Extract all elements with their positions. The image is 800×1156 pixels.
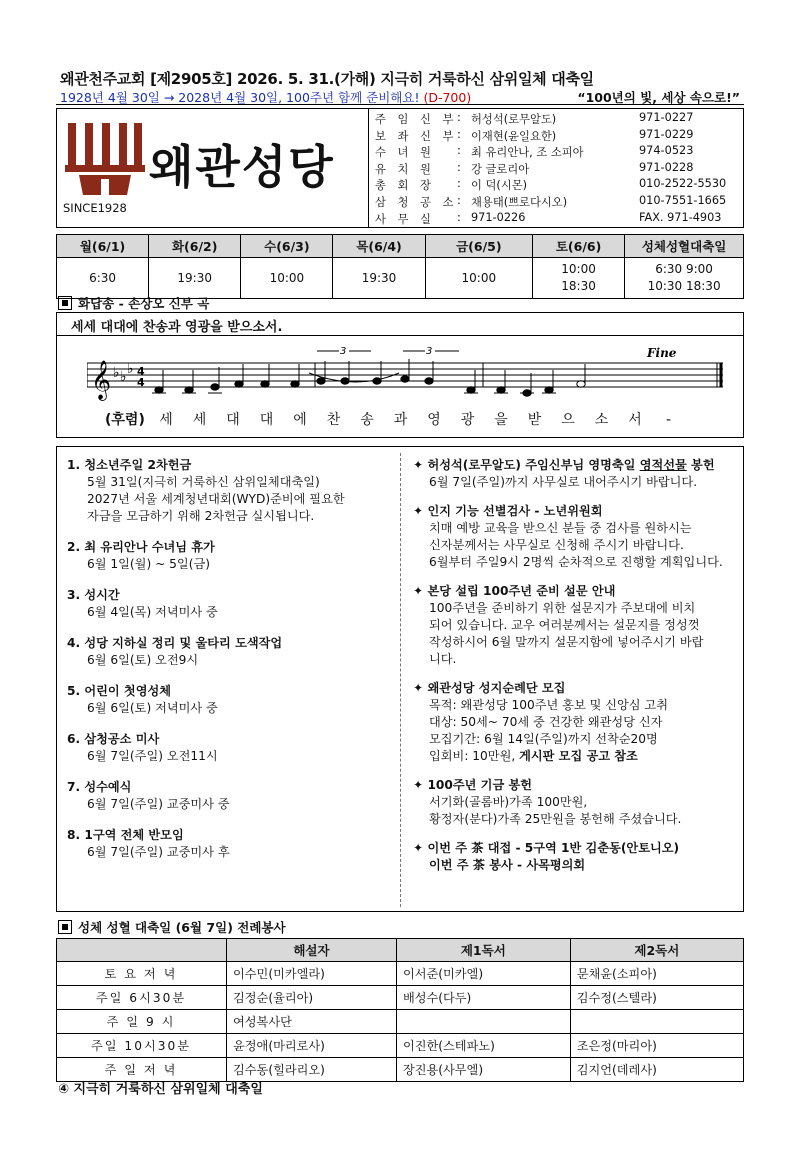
- note-head: [401, 376, 409, 382]
- notice-title: 3. 성시간: [67, 588, 120, 602]
- service-person: [570, 1010, 743, 1034]
- notice-body: [413, 697, 739, 765]
- notice-line: 6월부터 주일9시 2명씩 순차적으로 진행할 계획입니다.: [429, 555, 723, 569]
- service-person: 이진한(스테파노): [396, 1034, 570, 1058]
- notice-item: [413, 457, 739, 491]
- notice-line: 치매 예방 교육을 받으신 분들 중 검사를 원하시는: [429, 521, 692, 535]
- notice-title: ✦ 이번 주 茶 대접 - 5구역 1반 김춘동(안토니오): [413, 841, 680, 855]
- lyric-syllable: 세: [192, 412, 207, 428]
- note-head: [155, 387, 163, 393]
- notice-line: [429, 748, 739, 765]
- lyric-syllable: 으: [561, 412, 575, 428]
- notice-title: 7. 성수예식: [67, 780, 132, 794]
- notice-item: [413, 503, 739, 571]
- notice-body: [67, 474, 392, 525]
- note-head: [467, 387, 475, 393]
- notice-title: 5. 어린이 첫영성체: [67, 684, 172, 698]
- notice-title: 4. 성당 지하실 정리 및 울타리 도색작업: [67, 636, 283, 650]
- service-label: 성체 성혈 대축일 (6월 7일) 전례봉사: [78, 920, 286, 935]
- staff-tel: 971-0227: [639, 111, 694, 124]
- svg-text:♭: ♭: [113, 365, 120, 381]
- notices-left-column: [67, 457, 392, 875]
- note-head: [497, 387, 505, 393]
- service-time: 주일 6시30분: [57, 986, 227, 1010]
- refrain-label: (후렴): [105, 412, 145, 428]
- service-row: [57, 962, 744, 986]
- staff-tel: 974-0523: [639, 144, 694, 158]
- service-section-label: [58, 918, 286, 936]
- music-staff: [87, 343, 727, 405]
- notice-title-text: 봉헌: [686, 458, 715, 472]
- note-head: [545, 387, 553, 393]
- notice-line: 자금을 모금하기 위해 2차헌금 실시됩니다.: [87, 509, 315, 523]
- parish-logo: [57, 109, 369, 227]
- lyric-syllable: 서: [628, 412, 642, 428]
- page-footer: ④ 지극히 거룩하신 삼위일체 대축일: [58, 1082, 263, 1097]
- staff-role: 총 회 장: [375, 179, 435, 193]
- hwadap-section-label: [58, 294, 209, 312]
- bulletin-title: 왜관천주교회 [제2905호] 2026. 5. 31.(가해) 지극히 거룩하신 삼위일체 대축일: [60, 70, 594, 88]
- lyric-syllable: 광: [460, 412, 475, 428]
- notice-line: 2027년 서울 세계청년대회(WYD)준비에 필요한: [87, 492, 345, 506]
- staff-role: 사 무 실: [375, 212, 435, 226]
- schedule-time: 10:00: [425, 258, 532, 299]
- note-head: [261, 381, 269, 387]
- hwadap-label: 화답송 - 손상오 신부 곡: [78, 296, 210, 311]
- notice-title: ✦ 인지 기능 선별검사 - 노년위원회: [413, 504, 603, 518]
- staff-colon: :: [457, 144, 461, 158]
- service-row: [57, 986, 744, 1010]
- staff-role: 삼 청 공 소: [375, 195, 458, 209]
- schedule-time: 19:30: [333, 258, 425, 299]
- notice-body: [413, 857, 739, 874]
- notice-title-underlined: 영적선물: [639, 458, 687, 472]
- note-head: [185, 387, 193, 393]
- notice-body: [413, 520, 739, 571]
- notice-line: 6월 7일(주일) 교중미사 중: [87, 797, 230, 811]
- notice-title: [413, 457, 739, 474]
- notice-line: 6월 1일(월) ~ 5일(금): [87, 557, 210, 571]
- staff-tel: FAX. 971-4903: [639, 210, 722, 224]
- staff-row: [375, 144, 743, 161]
- lyric-syllable: 받: [527, 412, 542, 428]
- service-person: 장진용(사무엘): [396, 1058, 570, 1082]
- staff-name: 이재현(윤일요한): [471, 129, 557, 143]
- schedule-time: 10:00 18:30: [533, 258, 625, 299]
- service-person: 김정순(율리아): [227, 986, 397, 1010]
- notice-line: 대상: 50세~ 70세 중 건강한 왜관성당 신자: [429, 715, 663, 729]
- staff-role: 유 치 원: [375, 162, 435, 176]
- treble-clef-icon: 𝄞: [91, 360, 112, 400]
- staff-role: 주 임 신 부: [375, 113, 458, 126]
- notice-line: 되어 있습니다. 교우 여러분께서는 설문지를 정성껏: [429, 618, 700, 632]
- service-time: 주일 10시30분: [57, 1034, 227, 1058]
- service-person: 이수민(미카엘라): [227, 962, 397, 986]
- notice-line: 목적: 왜관성당 100주년 홍보 및 신앙심 고취: [429, 698, 668, 712]
- staff-colon: :: [457, 160, 461, 174]
- svg-text:4: 4: [137, 376, 145, 389]
- schedule-day: 목(6/4): [333, 235, 425, 258]
- service-row: [57, 1010, 744, 1034]
- notice-body: [413, 794, 739, 828]
- notice-line: 6월 7일(주일)까지 사무실로 내어주시기 바랍니다.: [429, 475, 698, 489]
- notice-line: 6월 4일(목) 저녁미사 중: [87, 605, 218, 619]
- notice-line: 6월 7일(주일) 오전11시: [87, 749, 218, 763]
- service-time: 토 요 저 녁: [57, 962, 227, 986]
- lyrics-line: [105, 409, 685, 429]
- notice-item: [67, 457, 392, 525]
- service-person: 김수정(스텔라): [570, 986, 743, 1010]
- staff-row: [375, 177, 743, 194]
- dday-badge: (D-700): [423, 90, 472, 105]
- staff-row: [375, 211, 743, 228]
- fine-mark: Fine: [647, 346, 677, 360]
- staff-tel: 010-2522-5530: [639, 177, 727, 191]
- square-bullet-icon: [58, 920, 72, 934]
- liturgy-service-table: [56, 938, 744, 1082]
- triplet-mark-2: 3: [426, 346, 433, 357]
- notice-body: [67, 844, 392, 861]
- notice-body: [67, 652, 392, 669]
- notice-line: 6월 7일(주일) 교중미사 후: [87, 845, 230, 859]
- schedule-day: 토(6/6): [533, 235, 625, 258]
- notices-right-column: [413, 457, 739, 886]
- lyric-syllable: 과: [393, 412, 408, 428]
- staff-row: [375, 111, 743, 128]
- schedule-time: 6:30 9:00 10:30 18:30: [625, 258, 744, 299]
- note-head: [235, 381, 243, 387]
- staff-colon: :: [457, 177, 461, 191]
- title-divider: [56, 104, 744, 105]
- church-logo-icon: [65, 123, 145, 197]
- parish-header: [56, 108, 744, 228]
- schedule-day: 화(6/2): [149, 235, 241, 258]
- staff-tel: 971-0228: [639, 160, 694, 174]
- lyric-syllable: 세: [159, 412, 173, 428]
- notice-title: ✦ 왜관성당 성지순례단 모집: [413, 681, 566, 695]
- service-person: 이서준(미카엘): [396, 962, 570, 986]
- staff-colon: :: [457, 111, 461, 124]
- notice-item: [67, 683, 392, 717]
- notice-title: ✦ 본당 설립 100주년 준비 설문 안내: [413, 584, 616, 598]
- staff-name: 971-0226: [471, 210, 526, 224]
- notice-item: [67, 779, 392, 813]
- service-time: 주 일 9 시: [57, 1010, 227, 1034]
- notice-line: 서기화(골롬바)가족 100만원,: [429, 795, 588, 809]
- notice-body: [67, 604, 392, 621]
- service-person: 여성복사단: [227, 1010, 397, 1034]
- service-header: [57, 939, 227, 962]
- lyric-syllable: 대: [226, 412, 240, 428]
- notice-line: 이번 주 茶 봉사 - 사목평의회: [429, 858, 586, 872]
- lyric-syllable: 소: [594, 412, 609, 428]
- notice-line: 6월 6일(토) 오전9시: [87, 653, 199, 667]
- notice-line: 5월 31일(지극히 거룩하신 삼위일체대축일): [87, 475, 320, 489]
- note-head: [211, 384, 219, 390]
- notice-item: [67, 827, 392, 861]
- notice-body: [413, 600, 739, 668]
- notices-divider: [400, 453, 401, 907]
- staff-colon: :: [457, 210, 461, 224]
- notice-title: 2. 최 유리안나 수녀님 휴가: [67, 540, 215, 554]
- staff-row: [375, 161, 743, 178]
- staff-tel: 010-7551-1665: [639, 193, 727, 207]
- staff-colon: :: [457, 127, 461, 141]
- notice-line: 6월 6일(토) 저녁미사 중: [87, 701, 218, 715]
- service-person: 문채윤(소피아): [570, 962, 743, 986]
- notice-title: ✦ 100주년 기금 봉헌: [413, 778, 533, 792]
- note-head: [291, 381, 299, 387]
- service-person: 김지언(데레사): [570, 1058, 743, 1082]
- note-head: [317, 378, 325, 384]
- note-head: [425, 378, 433, 384]
- lyric-syllable: 에: [293, 412, 307, 428]
- notice-title: 1. 청소년주일 2차헌금: [67, 458, 192, 472]
- service-header: 제1독서: [396, 939, 570, 962]
- schedule-day: 성체성혈대축일: [625, 235, 744, 258]
- lyric-syllable: 대: [259, 412, 274, 428]
- schedule-day: 월(6/1): [57, 235, 149, 258]
- notice-item: [413, 777, 739, 828]
- notice-body: [67, 556, 392, 573]
- svg-text:♭: ♭: [127, 361, 134, 377]
- service-header: 제2독서: [570, 939, 743, 962]
- notice-text: 입회비: 10만원,: [429, 749, 520, 763]
- service-time: 주 일 저 녁: [57, 1058, 227, 1082]
- staff-name: 채용태(쁘로다시오): [471, 195, 568, 209]
- staff-name: 이 덕(시몬): [471, 179, 528, 193]
- staff-row: [375, 128, 743, 145]
- lyric-syllable: 영: [427, 412, 441, 428]
- service-header: 해설자: [227, 939, 397, 962]
- staff-name: 강 글로리아: [471, 162, 530, 176]
- note-head: [577, 381, 585, 387]
- triplet-mark-1: 3: [340, 346, 347, 357]
- service-person: 윤정애(마리로사): [227, 1034, 397, 1058]
- notice-item: [67, 635, 392, 669]
- logo-wordmark: 왜관성당: [149, 140, 335, 194]
- schedule-day: 수(6/3): [241, 235, 333, 258]
- notice-item: [67, 731, 392, 765]
- schedule-time: 6:30: [57, 258, 149, 299]
- service-row: [57, 1034, 744, 1058]
- svg-text:4: 4: [137, 365, 145, 378]
- service-person: 배성수(다두): [396, 986, 570, 1010]
- mass-schedule-table: [56, 234, 744, 299]
- lyric-syllable: 송: [360, 412, 374, 428]
- service-person: [396, 1010, 570, 1034]
- anniversary-text: 1928년 4월 30일 → 2028년 4월 30일, 100주년 함께 준비해요!: [60, 90, 420, 105]
- service-person: 조은정(마리아): [570, 1034, 743, 1058]
- notice-title: 6. 삼청공소 미사: [67, 732, 160, 746]
- notice-body: [413, 474, 739, 491]
- lyric-syllable: 을: [494, 412, 508, 428]
- staff-name: 최 유리안나, 조 소피아: [471, 146, 584, 160]
- notice-line: 황정자(분다)가족 25만원을 봉헌해 주셨습니다.: [429, 812, 682, 826]
- notice-title: 8. 1구역 전체 반모임: [67, 828, 184, 842]
- since-label: SINCE1928: [63, 201, 127, 215]
- notice-item: [413, 680, 739, 765]
- staff-name: 허성석(로무알도): [471, 113, 557, 126]
- notice-item: [413, 583, 739, 668]
- notice-body: [67, 796, 392, 813]
- notice-line: 모집기간: 6월 14일(주일)까지 선착순20명: [429, 732, 658, 746]
- psalm-text: 세세 대대에 찬송과 영광을 받으소서.: [71, 320, 283, 335]
- notice-title-text: ✦ 허성석(로무알도) 주임신부님 영명축일: [413, 458, 640, 472]
- staff-directory: [375, 111, 743, 227]
- notice-line: 니다.: [429, 652, 457, 666]
- lyric-syllable: -: [666, 412, 672, 428]
- slogan: “100년의 빛, 세상 속으로!”: [577, 90, 740, 105]
- notice-line: 신자분께서는 사무실로 신청해 주시기 바랍니다.: [429, 538, 684, 552]
- staff-tel: 971-0229: [639, 127, 694, 141]
- schedule-day: 금(6/5): [425, 235, 532, 258]
- service-person: 김수동(힐라리오): [227, 1058, 397, 1082]
- staff-role: 수 녀 원: [375, 146, 435, 160]
- notice-item: [67, 539, 392, 573]
- staff-row: [375, 194, 743, 211]
- staff-colon: :: [457, 193, 461, 207]
- staff-role: 보 좌 신 부: [375, 129, 458, 143]
- notices-box: [56, 446, 744, 912]
- notice-line: 작성하시어 6월 말까지 설문지함에 넣어주시기 바랍: [429, 635, 704, 649]
- notice-item: [413, 840, 739, 874]
- notice-body: [67, 748, 392, 765]
- svg-text:♭: ♭: [120, 369, 127, 385]
- psalm-divider: [57, 335, 743, 336]
- schedule-time: 10:00: [241, 258, 333, 299]
- psalm-box: [56, 312, 744, 438]
- notice-emphasis: 게시판 모집 공고 참조: [519, 749, 638, 763]
- notice-body: [67, 700, 392, 717]
- lyric-syllable: 찬: [326, 412, 341, 428]
- square-bullet-icon: [58, 296, 72, 310]
- schedule-time: 19:30: [149, 258, 241, 299]
- notice-item: [67, 587, 392, 621]
- notice-line: 100주년을 준비하기 위한 설문지가 주보대에 비치: [429, 601, 696, 615]
